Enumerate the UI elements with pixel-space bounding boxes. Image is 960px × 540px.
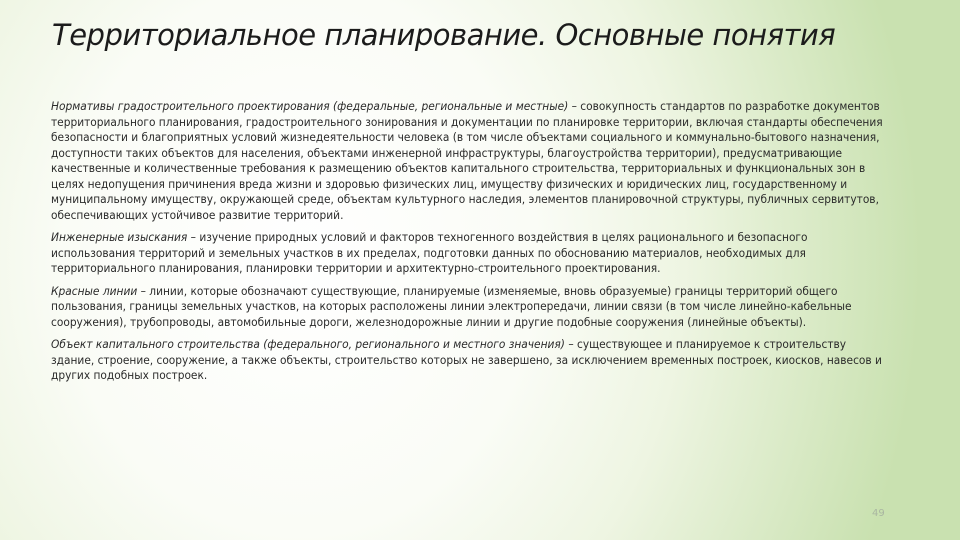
term-standards: Нормативы градостроительного проектирования (федеральные, региональные и местные)	[51, 99, 569, 113]
term-red-lines: Красные линии	[51, 283, 138, 298]
definition-standards: – совокупность стандартов по разработке документов территориального планирования, градостроительного зонирования и документации по планировке территории, включая стандарты обеспечения безопасности и благоприятных условий жизнедеятельности человека (в том числе объектами социального и коммунально-бытового назначения, доступности таких объектов для населения, объектами инженерной инфраструктуры, благоустройства территории), предусматривающие качественные и количественные требования к размещению объектов капитального строительства, территориальных и функциональных зон в целях недопущения причинения вреда жизни и здоровью физических лиц, имуществу физических и юридических лиц, государственному и муниципальному имуществу, окружающей среде, объектам культурного наследия, элементов планировочной структуры, публичных сервитутов, обеспечивающих устойчивое развитие территорий.	[51, 99, 883, 222]
term-capital-object: Объект капитального строительства (федерального, регионального и местного значения)	[51, 337, 565, 351]
definition-red-lines: – линии, которые обозначают существующие, планируемые (изменяемые, вновь образуемые) границы территорий общего пользования, границы земельных участков, на которых расположены линии электропередачи, линии связи (в том числе линейно-кабельные сооружения), трубопроводы, автомобильные дороги, железнодорожные линии и другие подобные сооружения (линейные объекты).	[51, 283, 852, 329]
definition-paragraph-standards	[51, 99, 891, 223]
definition-capital-object: – существующее и планируемое к строительству здание, строение, сооружение, а также объекты, строительство которых не завершено, за исключением временных построек, киосков, навесов и других подобных построек.	[51, 337, 882, 382]
definition-paragraph-capital-object	[51, 337, 891, 384]
definition-paragraph-red-lines	[51, 284, 891, 331]
page-number: 49	[872, 508, 885, 519]
term-surveys: Инженерные изыскания	[51, 230, 188, 244]
definition-surveys: – изучение природных условий и факторов техногенного воздействия в целях рационального и безопасного использования территорий и земельных участков в их пределах, подготовки данных по обоснованию материалов, необходимых для территориального планирования, планировки территории и архитектурно-строительного проектирования.	[51, 230, 808, 275]
definitions-text	[51, 99, 891, 391]
slide-title: Территориальное планирование. Основные понятия	[52, 18, 836, 52]
definition-paragraph-surveys	[51, 230, 891, 277]
